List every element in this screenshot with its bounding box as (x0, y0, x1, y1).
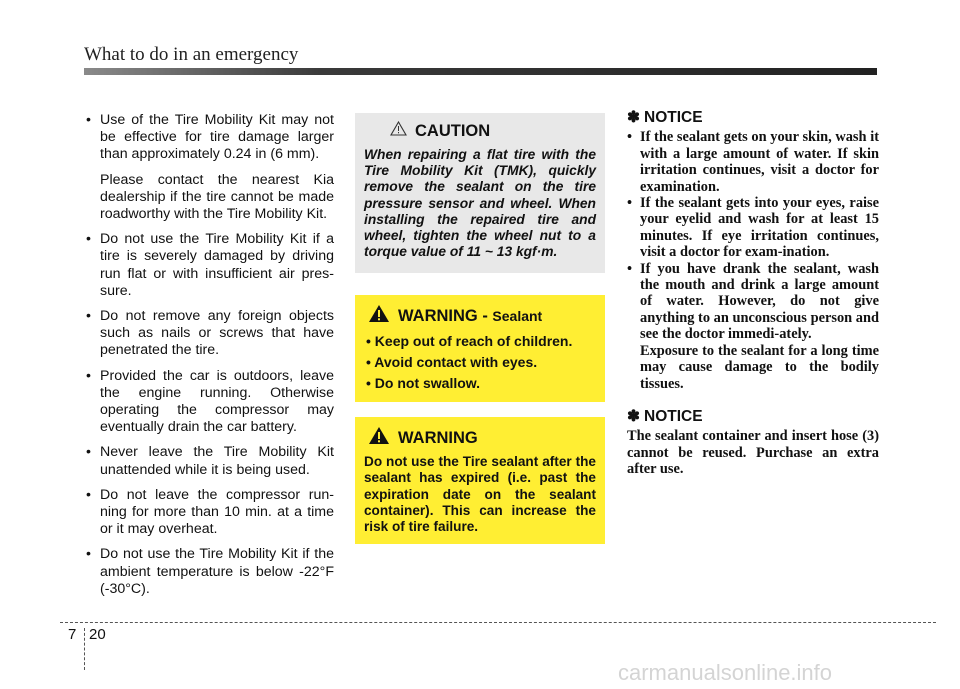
chapter-number: 7 (68, 626, 77, 643)
bullet-dot: • (86, 231, 91, 248)
list-item-text: If the sealant gets on your skin, wash it with a large amount of water. If skin irritation continues, visit a doctor for examination. (640, 129, 879, 195)
warning-sealant-header (368, 304, 596, 328)
warning-title-text: WARNING - (398, 306, 493, 325)
list-item-text: Provided the car is outdoors, leave the engine running. Otherwise operating the compressor may eventually drain the car battery. (100, 367, 334, 436)
list-item: • Do not swallow. (366, 375, 481, 391)
notice-heading (627, 110, 879, 126)
list-item: • Avoid contact with eyes. (366, 354, 538, 370)
list-item (627, 195, 879, 261)
bullet-dot: • (86, 308, 91, 325)
list-item (84, 444, 334, 478)
caution-title: CAUTION (415, 121, 491, 140)
list-item-text: Do not remove any foreign objects such as nails or screws that have penetrated the tire. (100, 308, 334, 359)
list-item-text: Avoid contact with eyes. (374, 354, 538, 370)
notice-heading (627, 409, 879, 425)
list-item (627, 261, 879, 343)
list-item-text: Keep out of reach of children. (374, 333, 573, 349)
list-item (627, 129, 879, 195)
caution-triangle-outline-icon (390, 121, 407, 141)
bullet-dot: • (627, 260, 633, 277)
bullet-dot: • (86, 444, 91, 461)
notice-title: NOTICE (644, 407, 703, 425)
list-item-text: Please contact the nearest Kia dealership if the tire cannot be made roadworthy with the Tire Mobility Kit. (100, 171, 334, 223)
list-item-text: Use of the Tire Mobility Kit may not be effective for tire damage larger than approximately 0.24 in (6 mm). (100, 112, 334, 163)
right-column (627, 110, 879, 478)
watermark: carmanualsonline.info (618, 660, 833, 685)
warning-subtitle-text: Sealant (492, 307, 543, 324)
notice-mark-icon: ✽ (627, 407, 640, 425)
list-item-text: Never leave the Tire Mobility Kit unattended while it is being used. (100, 444, 334, 478)
notice-text: The sealant container and insert hose (3) cannot be reused. Purchase an extra after use. (627, 428, 879, 478)
page-section-title: What to do in an emergency (84, 44, 299, 65)
warning-sealant-box (355, 295, 605, 402)
list-item-text: Do not swallow. (374, 375, 481, 391)
list-item-text: Do not leave the compressor run-ning for more than 10 min. at a time or it may overheat. (100, 486, 334, 538)
list-item (84, 112, 334, 223)
bullet-dot: • (86, 112, 91, 128)
bullet-dot: • (627, 129, 633, 146)
warning-expired-box (355, 417, 605, 544)
caution-header (390, 121, 596, 141)
notice-2 (627, 409, 879, 478)
list-item: • Keep out of reach of children. (366, 333, 573, 349)
list-item (84, 308, 334, 360)
warning-sealant-title (398, 307, 542, 326)
notice-title: NOTICE (644, 109, 703, 126)
bullet-dot: • (86, 486, 91, 503)
page-number: 20 (89, 626, 106, 643)
warning-triangle-filled-icon (368, 304, 390, 328)
list-item-text: If the sealant gets into your eyes, raise your eyelid and wash for at least 15 minutes. If eye irritation continues, visit a doctor for exam-ination. (640, 195, 879, 261)
warning-triangle-filled-icon (368, 426, 390, 450)
caution-text: When repairing a flat tire with the Tire Mobility Kit (TMK), quickly remove the sealant on the tire pressure sensor and wheel. When installing the repaired tire and wheel, tighten the wheel nut to a torque value of 11 ~ 13 kgf·m. (364, 147, 596, 260)
list-item-text: Do not use the Tire Mobility Kit if a tire is severely damaged by driving run flat or with insufficient air pres-sure. (100, 231, 334, 299)
list-item (84, 231, 334, 300)
list-item (84, 546, 334, 598)
list-item (84, 368, 334, 437)
bullet-dot: • (86, 367, 91, 384)
left-column (84, 112, 334, 606)
footer-rule (60, 622, 936, 623)
notice-extra-text: Exposure to the sealant for a long time may cause damage to the bodily tissues. (640, 342, 879, 392)
header-rule (84, 68, 877, 75)
warning-expired-header (368, 426, 596, 450)
warning-expired-text: Do not use the Tire sealant after the sealant has expired (i.e. past the expiration date on the sealant container). This can increase the risk of tire failure. (364, 454, 596, 535)
list-item-text: Do not use the Tire Mobility Kit if the ambient temperature is below -22°F (-30°C). (100, 546, 334, 597)
bullet-dot: • (627, 195, 633, 212)
list-item (84, 487, 334, 539)
warning-expired-title: WARNING (398, 428, 478, 447)
caution-box (355, 113, 605, 273)
bullet-dot: • (86, 546, 91, 563)
list-item-text: If you have drank the sealant, wash the mouth and drink a large amount of water. However, do not give anything to an unconscious person and see the doctor immedi-ately. (640, 260, 879, 343)
notice-mark-icon: ✽ (627, 109, 640, 126)
footer-divider (84, 628, 85, 670)
